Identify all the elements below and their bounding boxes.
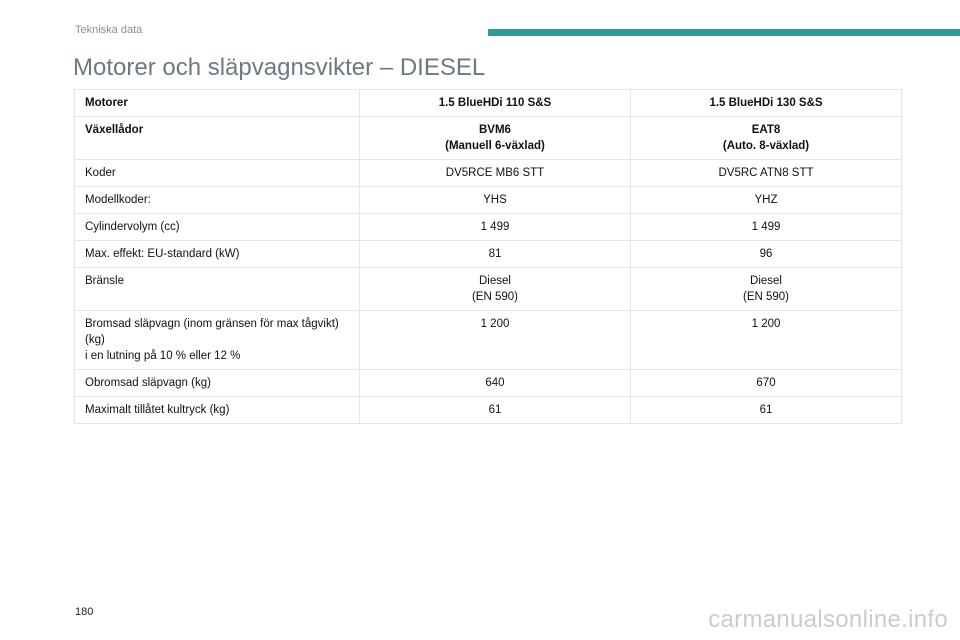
table-row xyxy=(75,117,902,160)
table-header-row xyxy=(75,90,902,117)
table-cell: EAT8 (Auto. 8-växlad) xyxy=(631,117,902,160)
table-cell: DV5RCE MB6 STT xyxy=(359,160,630,187)
table-cell: Bromsad släpvagn (inom gränsen för max tågvikt) (kg) i en lutning på 10 % eller 12 % xyxy=(75,311,360,370)
table-cell: Bränsle xyxy=(75,268,360,311)
table-row xyxy=(75,187,902,214)
table-cell: 61 xyxy=(359,397,630,424)
table-cell: 670 xyxy=(631,370,902,397)
column-header: Motorer xyxy=(75,90,360,117)
section-label: Tekniska data xyxy=(75,24,143,36)
table-cell: 640 xyxy=(359,370,630,397)
table-cell: 81 xyxy=(359,241,630,268)
table-cell: Diesel (EN 590) xyxy=(359,268,630,311)
page-number: 180 xyxy=(75,606,94,618)
table-cell: Obromsad släpvagn (kg) xyxy=(75,370,360,397)
table-row xyxy=(75,214,902,241)
table-cell: 1 499 xyxy=(631,214,902,241)
table-cell: 96 xyxy=(631,241,902,268)
table-cell: Diesel (EN 590) xyxy=(631,268,902,311)
table-cell: YHS xyxy=(359,187,630,214)
table-cell: 61 xyxy=(631,397,902,424)
table-cell: BVM6 (Manuell 6-växlad) xyxy=(359,117,630,160)
spec-table xyxy=(74,89,902,424)
column-header: 1.5 BlueHDi 130 S&S xyxy=(631,90,902,117)
table-row xyxy=(75,370,902,397)
table-cell: 1 499 xyxy=(359,214,630,241)
table-cell: 1 200 xyxy=(631,311,902,370)
table-cell: Maximalt tillåtet kultryck (kg) xyxy=(75,397,360,424)
watermark: carmanualsonline.info xyxy=(708,606,948,633)
table-cell: Växellådor xyxy=(75,117,360,160)
page-title: Motorer och släpvagnsvikter – DIESEL xyxy=(73,54,486,81)
table-cell: Cylindervolym (cc) xyxy=(75,214,360,241)
table-cell: DV5RC ATN8 STT xyxy=(631,160,902,187)
table-row xyxy=(75,268,902,311)
table-cell: 1 200 xyxy=(359,311,630,370)
table-row xyxy=(75,397,902,424)
section-accent-bar xyxy=(488,29,960,36)
table-cell: Modellkoder: xyxy=(75,187,360,214)
table-cell: Max. effekt: EU-standard (kW) xyxy=(75,241,360,268)
table-row xyxy=(75,241,902,268)
table-row xyxy=(75,160,902,187)
table-cell: YHZ xyxy=(631,187,902,214)
table-cell: Koder xyxy=(75,160,360,187)
table-row xyxy=(75,311,902,370)
column-header: 1.5 BlueHDi 110 S&S xyxy=(359,90,630,117)
